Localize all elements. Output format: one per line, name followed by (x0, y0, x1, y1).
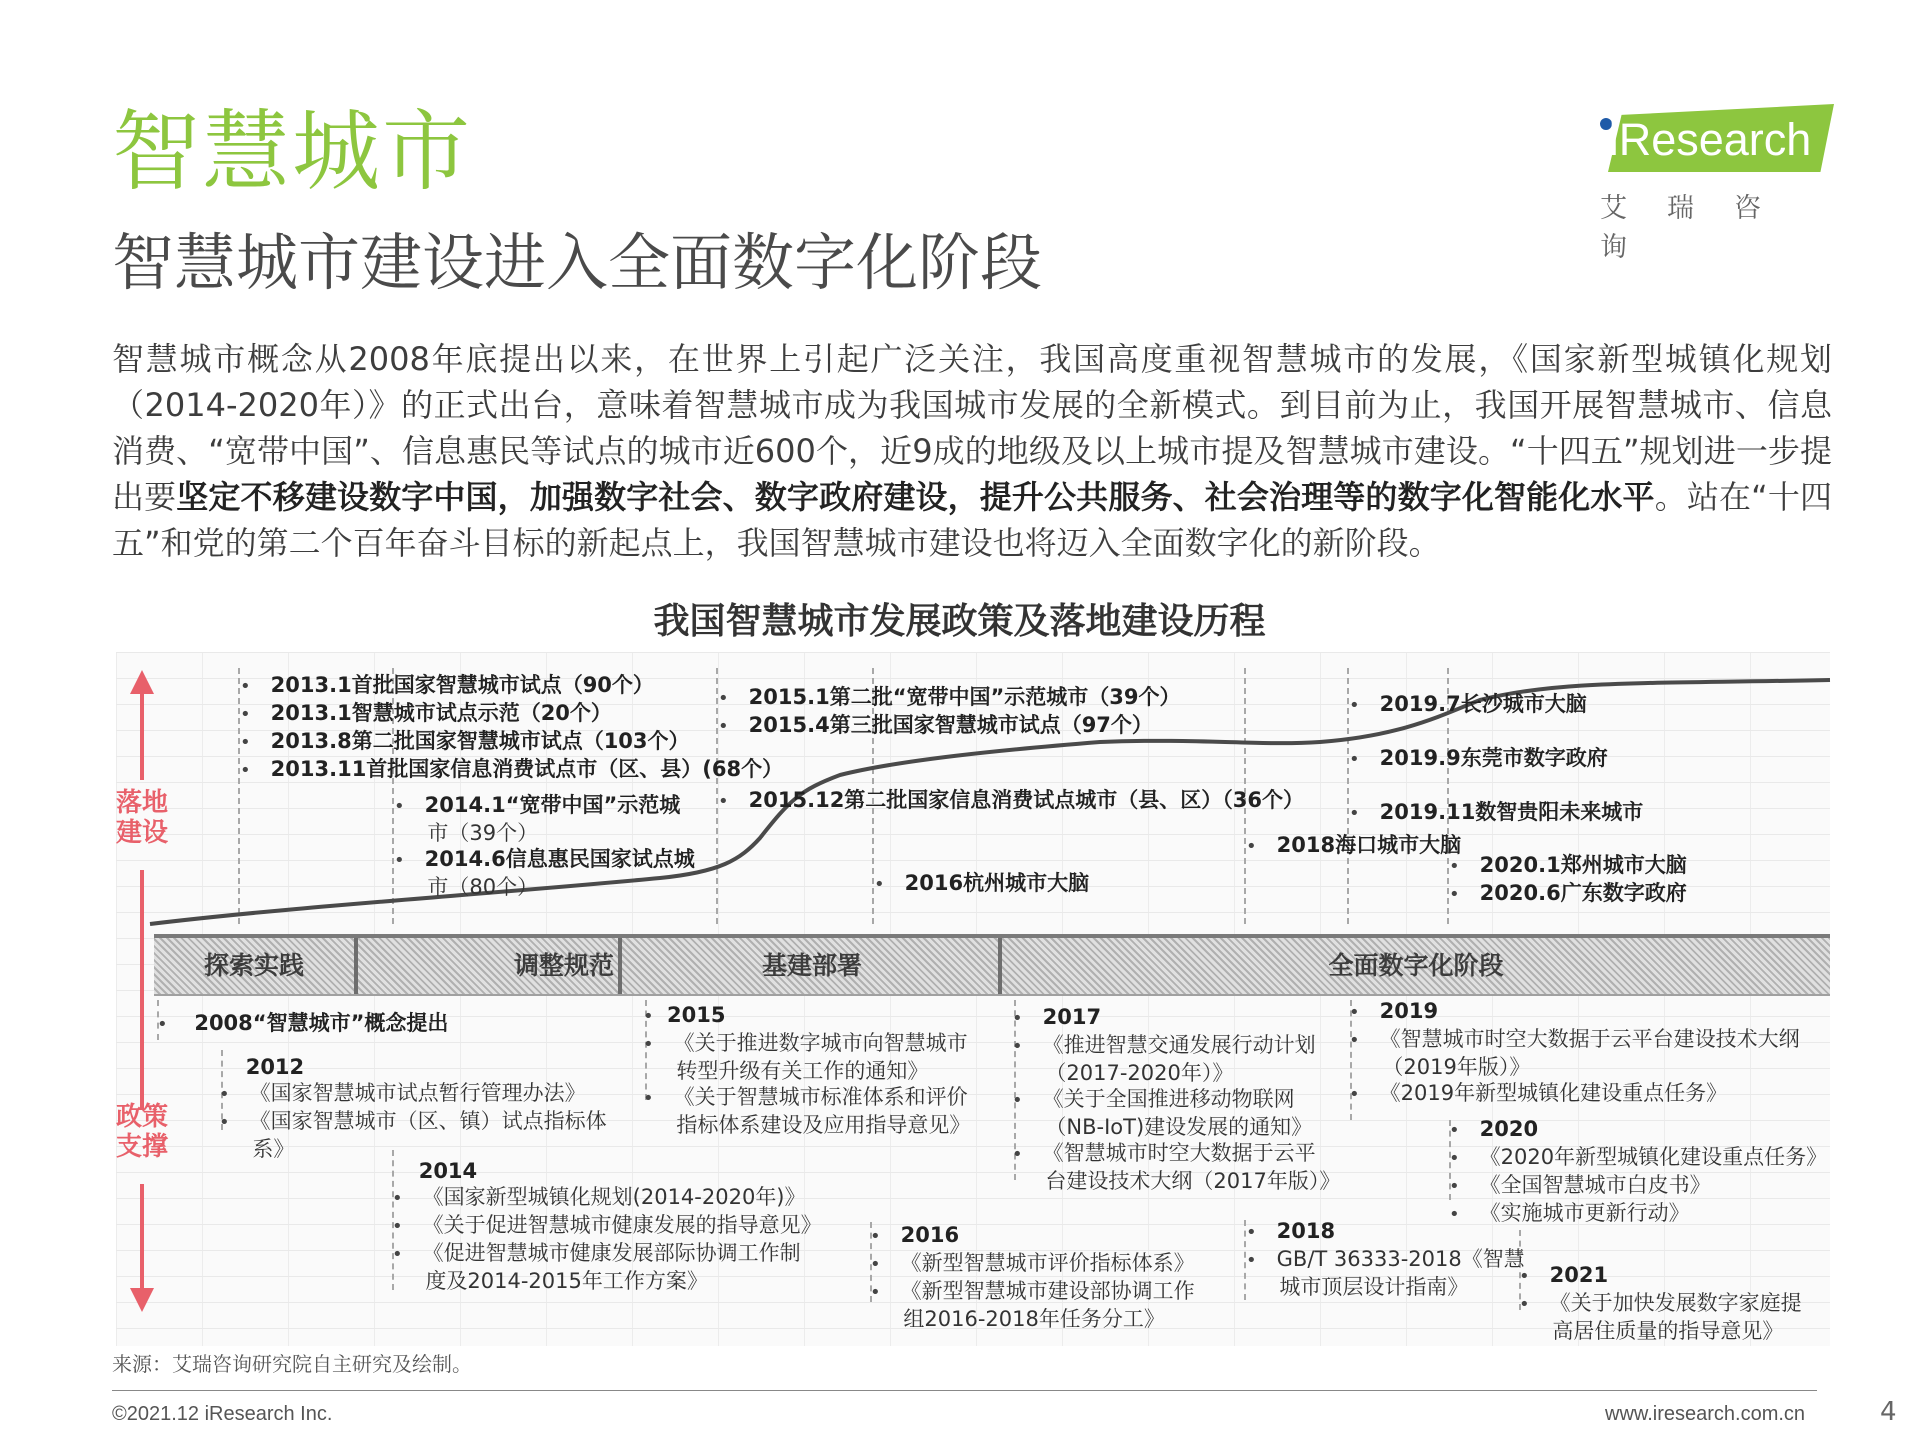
event-group-2020: • 2020.1郑州城市大脑 • 2020.6广东数字政府 (1449, 853, 1687, 905)
policy-item-cont: 转型升级有关工作的通知》 (676, 1059, 929, 1083)
phase-label: 全面数字化阶段 (1328, 951, 1504, 980)
policy-2016: • 2016 • 《新型智慧城市评价指标体系》 • 《新型智慧城市建设部协调工作 组2016-2018年任务分工》 (870, 1223, 1195, 1331)
intro-bold-text: 坚定不移建设数字中国，加强数字社会、数字政府建设，提升公共服务、社会治理等的数字化智能化水平 (176, 478, 1655, 516)
intro-text-2: 。站在“十四五”和党的第二个百年奋斗目标的新起点上，我国智慧城市建设也将迈入全面数字化的新阶段。 (112, 478, 1832, 562)
event-item: 2016杭州城市大脑 (904, 871, 1090, 895)
arrow-down-icon (130, 1288, 154, 1314)
axis-line (140, 1184, 144, 1290)
event-item: 2019.7长沙城市大脑 (1379, 692, 1587, 716)
event-item: 2014.1“宽带中国”示范城 (424, 793, 681, 817)
policy-item-cont: 度及2014-2015年工作方案》 (425, 1269, 708, 1293)
event-2015-12: • 2015.12第二批国家信息消费试点城市（县、区）（36个） (718, 788, 1305, 812)
policy-item: 《推进智慧交通发展行动计划 (1042, 1033, 1316, 1057)
event-item: 2019.11数智贵阳未来城市 (1379, 800, 1644, 824)
event-group-2013: • 2013.1首批国家智慧城市试点（90个） • 2013.1智慧城市试点示范（20个） • 2013.8第二批国家智慧城市试点（103个） • 2013.11首批国家信息消费试点市（区、县）(68个） (240, 673, 784, 781)
policy-item: 《关于推进数字城市向智慧城市 (673, 1031, 968, 1055)
policy-item: 《国家新型城镇化规划(2014-2020年)》 (422, 1185, 806, 1209)
source-note: 来源：艾瑞咨询研究院自主研究及绘制。 (112, 1352, 472, 1376)
phase-label: 调整规范 (513, 951, 614, 980)
event-item: 2014.6信息惠民国家试点城 (424, 847, 695, 871)
policy-2008: • 2008“智慧城市”概念提出 (157, 1011, 449, 1035)
event-group-2015: • 2015.1第二批“宽带中国”示范城市（39个） • 2015.4第三批国家智慧城市试点（97个） (718, 685, 1181, 737)
event-item: 2019.9东莞市数字政府 (1379, 746, 1608, 770)
policy-item: 《新型智慧城市建设部协调工作 (900, 1279, 1195, 1303)
footer-url[interactable]: www.iresearch.com.cn (1605, 1403, 1806, 1425)
policy-item: 《关于智慧城市标准体系和评价 (673, 1085, 968, 1109)
event-group-2014: • 2014.1“宽带中国”示范城 市（39个） • 2014.6信息惠民国家试点城 市（80个） (394, 793, 695, 899)
policy-item: 2008“智慧城市”概念提出 (194, 1011, 449, 1035)
policy-year: 2012 (245, 1055, 305, 1079)
policy-item: 《实施城市更新行动》 (1479, 1201, 1690, 1225)
policy-item: 《全国智慧城市白皮书》 (1479, 1173, 1711, 1197)
event-item: 2015.12第二批国家信息消费试点城市（县、区）（36个） (748, 788, 1305, 812)
policy-2020: • 2020 • 《2020年新型城镇化建设重点任务》 • 《全国智慧城市白皮书》 • 《实施城市更新行动》 (1449, 1117, 1828, 1225)
policy-year: 2016 (900, 1223, 960, 1247)
page-title: 智慧城市 (112, 100, 473, 203)
policy-item-cont: 城市顶层设计指南》 (1279, 1275, 1469, 1299)
policy-item: 《2019年新型城镇化建设重点任务》 (1379, 1081, 1728, 1105)
chart-title: 我国智慧城市发展政策及落地建设历程 (653, 601, 1266, 642)
axis-label-policy: 政策支撑 (115, 1102, 168, 1162)
footer-copyright: ©2021.12 iResearch Inc. (112, 1403, 333, 1425)
policy-2015: • 2015 • 《关于推进数字城市向智慧城市 转型升级有关工作的通知》 • 《关于智慧城市标准体系和评价 指标体系建设及应用指导意见》 (643, 1003, 971, 1137)
policy-2014: 2014 • 《国家新型城镇化规划(2014-2020年)》 • 《关于促进智慧城市健康发展的指导意见》 • 《促进智慧城市健康发展部际协调工作制 度及2014-2015年工作方案》 (392, 1159, 822, 1293)
policy-item-cont: 指标体系建设及应用指导意见》 (676, 1113, 971, 1137)
policy-item: GB/T 36333-2018《智慧 (1276, 1247, 1525, 1271)
policy-year: 2015 (666, 1003, 726, 1027)
phase-bar (154, 934, 1830, 996)
event-item: 2015.4第三批国家智慧城市试点（97个） (748, 713, 1153, 737)
axis-line (140, 870, 144, 1110)
event-item-cont: 市（39个） (427, 821, 539, 845)
policy-item-cont: （NB-IoT)建设发展的通知》 (1045, 1115, 1313, 1139)
axis-line (140, 690, 144, 780)
phase-label: 探索实践 (203, 951, 304, 980)
event-item-cont: 市（80个） (427, 875, 539, 899)
policy-2012: 2012 • 《国家智慧城市试点暂行管理办法》 • 《国家智慧城市（区、镇）试点指标体 系》 (219, 1055, 607, 1161)
policy-item: 《国家智慧城市（区、镇）试点指标体 (249, 1109, 607, 1133)
event-item: 2013.11首批国家信息消费试点市（区、县）(68个） (270, 757, 784, 781)
event-item: 2013.1智慧城市试点示范（20个） (270, 701, 612, 725)
policy-year: 2020 (1479, 1117, 1539, 1141)
policy-item: 《关于全国推进移动物联网 (1042, 1087, 1295, 1111)
page-number: 4 (1880, 1397, 1897, 1427)
policy-item: 《智慧城市时空大数据于云平台建设技术大纲 (1379, 1027, 1800, 1051)
logo-text: iResearch (1608, 114, 1812, 165)
policy-item: 《促进智慧城市健康发展部际协调工作制 (422, 1241, 801, 1265)
event-item: 2015.1第二批“宽带中国”示范城市（39个） (748, 685, 1181, 709)
policy-year: 2017 (1042, 1005, 1102, 1029)
event-item: 2018海口城市大脑 (1276, 833, 1462, 857)
event-2016: • 2016杭州城市大脑 (874, 871, 1090, 895)
axis-label-construction: 落地建设 (115, 788, 168, 848)
policy-item-cont: （2019年版）》 (1382, 1055, 1531, 1079)
footer-divider (112, 1390, 1817, 1391)
policy-item: 《国家智慧城市试点暂行管理办法》 (249, 1081, 586, 1105)
policy-item: 《关于加快发展数字家庭提 (1549, 1291, 1802, 1315)
policy-2019: • 2019 • 《智慧城市时空大数据于云平台建设技术大纲 （2019年版）》 • 《2019年新型城镇化建设重点任务》 (1349, 999, 1800, 1105)
policy-year: 2018 (1276, 1219, 1336, 1243)
policy-item: 《智慧城市时空大数据于云平 (1042, 1141, 1316, 1165)
policy-item: 《新型智慧城市评价指标体系》 (900, 1251, 1195, 1275)
event-group-2019: • 2019.7长沙城市大脑 • 2019.9东莞市数字政府 • 2019.11数智贵阳未来城市 (1349, 692, 1644, 824)
policy-item-cont: （2017-2020年）》 (1045, 1061, 1234, 1085)
policy-year: 2021 (1549, 1263, 1609, 1287)
policy-2018: • 2018 • GB/T 36333-2018《智慧 城市顶层设计指南》 (1246, 1219, 1525, 1299)
policy-item-cont: 台建设技术大纲（2017年版）》 (1045, 1169, 1341, 1193)
event-item: 2020.6广东数字政府 (1479, 881, 1687, 905)
policy-item-cont: 系》 (252, 1137, 295, 1161)
policy-item: 《2020年新型城镇化建设重点任务》 (1479, 1145, 1828, 1169)
event-2018: • 2018海口城市大脑 (1246, 833, 1462, 857)
policy-item: 《关于促进智慧城市健康发展的指导意见》 (422, 1213, 822, 1237)
policy-item-cont: 高居住质量的指导意见》 (1552, 1319, 1784, 1343)
event-item: 2020.1郑州城市大脑 (1479, 853, 1687, 877)
policy-item-cont: 组2016-2018年任务分工》 (903, 1307, 1165, 1331)
page-subtitle: 智慧城市建设进入全面数字化阶段 (112, 226, 1043, 299)
policy-year: 2019 (1379, 999, 1439, 1023)
logo-chinese-name: 艾瑞咨询 (1600, 193, 1801, 263)
policy-year: 2014 (418, 1159, 478, 1183)
event-item: 2013.1首批国家智慧城市试点（90个） (270, 673, 654, 697)
phase-label: 基建部署 (761, 951, 862, 980)
policy-2021: • 2021 • 《关于加快发展数字家庭提 高居住质量的指导意见》 (1519, 1263, 1802, 1343)
policy-2017: • 2017 • 《推进智慧交通发展行动计划 （2017-2020年）》 • 《关于全国推进移动物联网 （NB-IoT)建设发展的通知》 • 《智慧城市时空大数据于云平 台建设技术大纲（2017年版）》 (1012, 1005, 1341, 1193)
event-item: 2013.8第二批国家智慧城市试点（103个） (270, 729, 690, 753)
intro-text-1: 智慧城市概念从2008年底提出以来，在世界上引起广泛关注，我国高度重视智慧城市的发展，《国家新型城镇化规划（2014-2020年）》的正式出台，意味着智慧城市成为我国城市发展的全新模式。到目前为止，我国开展智慧城市、信息消费、“宽带中国”、信息惠民等试点的城市近600个，近9成的地级及以上城市提及智慧城市建设。“十四五”规划进一步提出要 (112, 340, 1832, 516)
